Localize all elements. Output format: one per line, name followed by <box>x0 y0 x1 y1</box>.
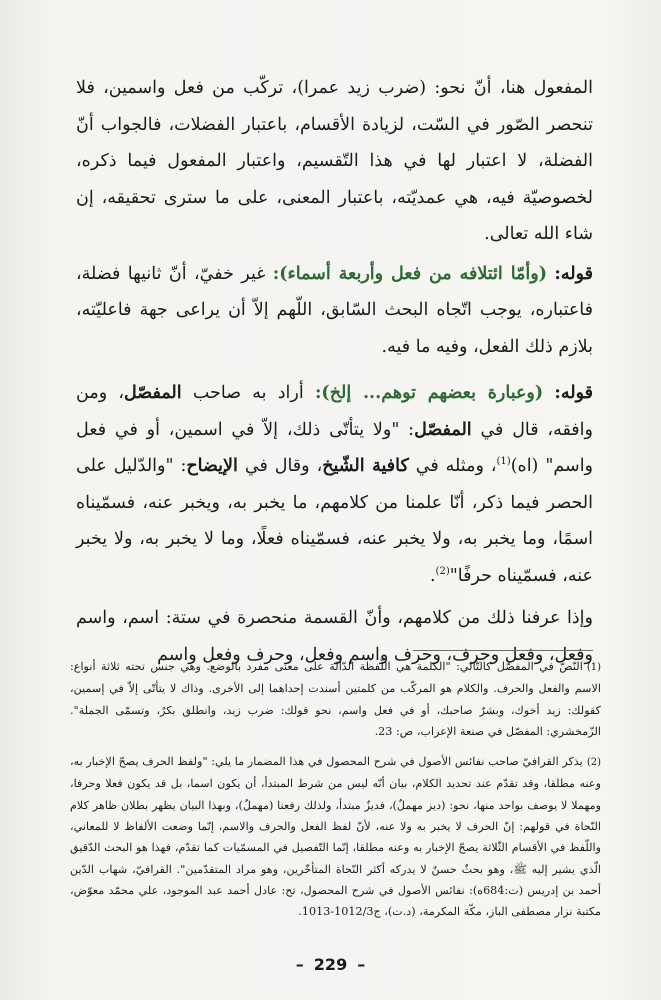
text-segment: : "ولا يتأتّى ذلك، إلاّ في اسمين، أو في فعل واسم" (اه) <box>76 419 594 476</box>
paragraph-3 <box>76 375 593 594</box>
text-segment: ، ومن وافقه، قال في <box>76 383 593 440</box>
qawluhu-label: قوله: <box>554 263 593 284</box>
footnote-ref-1: (1) <box>496 456 511 468</box>
book-title-mufassal: المفصّل <box>124 383 182 403</box>
footnote-text: النّصّ في المفصّل كالتّالي: "الكلمة هي اللّفظة الدّالة على معنى مفرد بالوضع. وهي جنس تحته ثلاثة أنواع: الاسم والفعل والحرف. والكلام هو المركّب من كلمتين أسندت إحداهما إلى الأخرى. وذاك لا يتأتّى إلاّ في إسمين، كقولك: زيد أخوك، وبشرٌ صاحبك، أو في فعل واسم، نحو قولك: ضرب زيد، وانطلق بكرٌ، وتسمّى الجملة". الزّمخشري: المفصّل في صنعة الإعراب، ص: 23. <box>70 660 601 738</box>
footnotes <box>70 656 601 923</box>
book-title-idah: الإيضاح <box>186 456 238 476</box>
dash-left: – <box>295 955 304 974</box>
book-title-kafiya: كافية الشّيخ <box>322 456 409 476</box>
footnote-2 <box>70 751 601 922</box>
paragraph-2-text: غير خفيّ، أنّ ثانيها فضلة، فاعتباره، يوجب اتّجاه البحث السّابق، اللّهم إلاّ أن يراعى جهة فاعليّته، بلازم ذلك الفعل، وفيه ما فيه. <box>76 263 593 357</box>
paragraph-1: المفعول هنا، أنّ نحو: (ضرب زيد عمرا)، تركّب من فعل واسمين، فلا تنحصر الصّور في السّت، لزيادة الأقسام، باعتبار الفضلات، فالجواب أنّ الفضلة، لا اعتبار لها في هذا التّقسيم، واعتبار المفعول فيما ذكره، لخصوصيّة فيه، هي عمديّته، باعتبار المعنى، على ما سترى تحقيقه، إن شاء الله تعالى. <box>76 78 593 244</box>
main-text <box>76 70 593 673</box>
footnote-ref-2: (2) <box>435 565 450 577</box>
paragraph-2 <box>76 256 593 366</box>
paragraph-4: وإذا عرفنا ذلك من كلامهم، وأنّ القسمة منحصرة في ستة: اسم، واسم وفعل، وفعل وحرف، وحرف واسم وفعل، وحرف وفعل واسم <box>76 608 593 665</box>
quoted-phrase: (وعبارة بعضهم توهم... إلخ): <box>314 383 544 403</box>
text-segment: : "والدّليل على الحصر فيما ذكر، أنّا علمنا من كلامهم، ما يخبر به، ويخبر عنه، فسمّيناه اسمًا، وما يخبر به، ولا يخبر عنه، فسمّيناه فعلًا، وما لا يخبر به، ولا يخبر عنه، فسمّيناه حرفًا" <box>76 456 593 586</box>
text-segment: أراد به صاحب <box>181 383 315 403</box>
book-title-mufassal: المفصّل <box>414 419 472 440</box>
text-segment: ، وقال في <box>237 456 323 476</box>
footnote-divider <box>413 650 593 651</box>
footnote-number: (2) <box>586 757 601 769</box>
text-segment: . <box>429 565 436 586</box>
footnote-1 <box>70 656 601 742</box>
qawluhu-label: قوله: <box>554 383 593 403</box>
dash-right: – <box>357 955 366 974</box>
footnote-text: يذكر القرافيّ صاحب نفائس الأصول في شرح المحصول في هذا المضمار ما يلي: "ولفظ الحرف يصحّ الإخبار به، وعنه مطلقا، وقد تقدّم عند تحديد الكلام، بيان أنّه ليس من شرط المبتدأ، أن يكون اسما، بل قد يكون فعلا وحرفا، ومهملا لا يوصف بواحد منها، نحو: (ديز مهملٌ)، فديزٌ مبتدأ، ولذلك رفعنا (مهملٌ)، وبهذا البيان يظهر بطلان ظاهر كلام النّحاة في قولهم: إنّ الحرف لا يخبر به ولا عنه، لأنّ لفظ الفعل والحرف والاسم، إنّما وضعت الألفاظ لا للمعاني، واللّفظ في الأقسام الثّلاثة يصحّ الإخبار به وعنه مطلقا، إنّما التّفصيل في المسمّيات كما تقدّم، فهذا هو البحث الدّقيق الّذي يشير إليه ﷺ، وهو بحثٌ حسنٌ لا يدركه أكثر النّحاة المتأخّرين، وهو مراد المتقدّمين". القرافيّ، شهاب الدّين أحمد بن إدريس (ت:684ه): نفائس الأصول في شرح المحصول، تح: عادل أحمد عبد الموجود، علي محمّد معوّض، مكتبة نزار مصطفى الباز، مكّة المكرمة، (د.ت)، ج1012/3-1013. <box>70 755 601 919</box>
quoted-phrase: (وأمّا ائتلافه من فعل وأربعة أسماء): <box>272 263 548 284</box>
footnote-number: (1) <box>586 662 601 673</box>
page-number-value: 229 <box>313 955 348 974</box>
text-segment: ، ومثله في <box>408 456 497 476</box>
page-number <box>0 955 661 974</box>
